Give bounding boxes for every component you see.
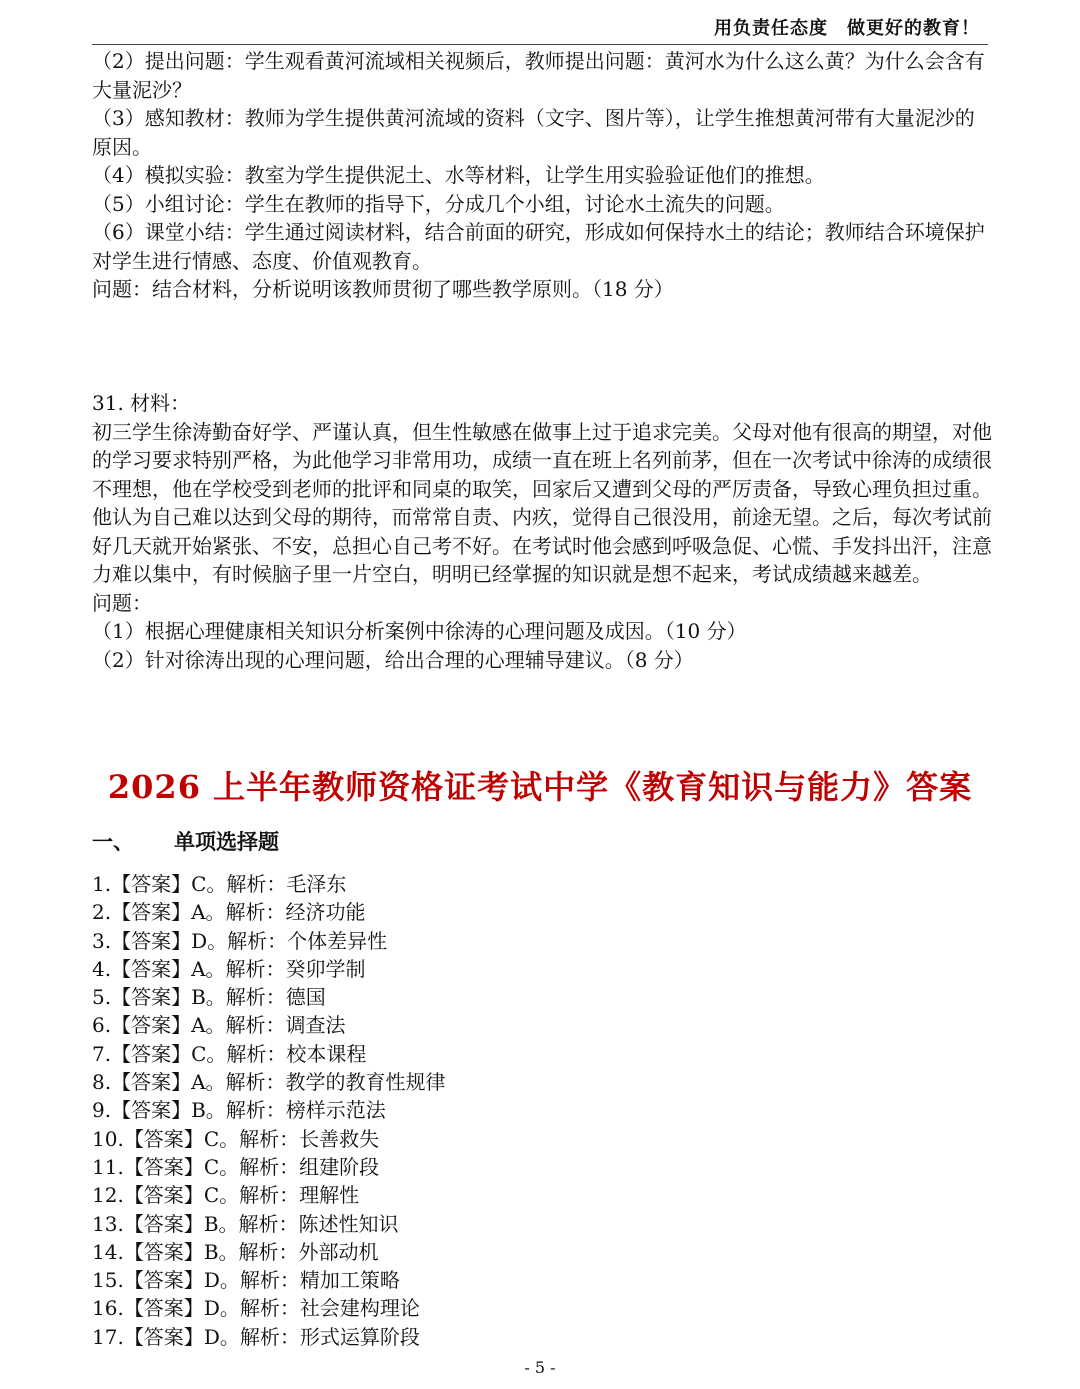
answer-item [92,1266,892,1294]
section-number: 一、 [92,829,134,854]
answer-tag: 【答案】 [123,1126,204,1151]
answer-choice: D。 [191,928,228,953]
answer-text: 外部动机 [298,1239,379,1264]
answer-item [92,1096,892,1124]
answer-tag: 【答案】 [123,1211,204,1236]
answer-text: 组建阶段 [299,1154,380,1179]
answer-text: 形式运算阶段 [299,1324,420,1349]
answer-tag: 【答案】 [123,1154,204,1179]
answer-tag: 【答案】 [111,1098,192,1123]
answer-item [92,1153,892,1181]
answer-label: 解析： [239,1126,300,1151]
answer-tag: 【答案】 [123,1239,204,1264]
answer-item [92,1210,892,1238]
answer-no: 8. [92,1070,112,1095]
q30-step-3: （3）感知教材：教师为学生提供黄河流域的资料（文字、图片等），让学生推想黄河带有大量泥沙的原因。 [92,106,975,159]
answer-choice: C。 [191,872,227,896]
answer-label: 解析： [225,1013,286,1038]
answer-text: 经济功能 [285,900,366,925]
answer-item [92,1181,892,1209]
q30-continued [92,47,992,304]
answer-text: 榜样示范法 [285,1098,386,1123]
answer-title: 2026 上半年教师资格证考试中学《教育知识与能力》答案 [107,768,973,806]
answer-text: 社会建构理论 [299,1296,420,1321]
header-slogan: 用负责任态度 做更好的教育！ [714,18,980,39]
answer-label: 解析： [239,1183,300,1208]
answer-text: 调查法 [285,1013,346,1038]
answer-no: 3. [92,928,112,953]
answer-item [92,955,892,983]
answer-no: 2. [92,900,112,925]
answer-text: 德国 [285,985,326,1010]
answer-no: 14. [92,1239,124,1264]
answer-choice: A。 [191,1013,226,1038]
answer-item [92,1068,892,1096]
section-heading [92,826,279,856]
answer-label: 解析： [226,1041,287,1066]
answer-no: 11. [92,1154,124,1179]
answer-label: 解析： [225,985,286,1010]
answer-item [92,1238,892,1266]
answer-tag: 【答案】 [111,928,192,953]
answer-no: 15. [92,1268,124,1293]
answer-no: 13. [92,1211,124,1236]
answer-item [92,870,892,898]
answer-tag: 【答案】 [111,872,192,896]
answer-text: 精加工策略 [299,1268,400,1293]
answer-no: 10. [92,1126,124,1151]
answer-item [92,1011,892,1039]
answer-tag: 【答案】 [111,956,192,981]
answer-no: 12. [92,1183,124,1208]
answer-tag: 【答案】 [123,1296,204,1321]
answer-label: 解析： [227,928,288,953]
answer-choice: A。 [191,900,226,925]
answer-tag: 【答案】 [111,985,192,1010]
answer-no: 9. [92,1098,112,1123]
answer-item [92,927,892,955]
answer-choice: B。 [203,1211,239,1236]
q30-step-5: （5）小组讨论：学生在教师的指导下，分成几个小组，讨论水土流失的问题。 [92,191,785,216]
answer-choice: D。 [203,1268,240,1293]
answer-choice: C。 [191,1041,227,1066]
answer-item [92,1125,892,1153]
header-divider [92,44,988,45]
q31-question-label: 问题： [92,590,152,615]
q31-subquestion-1: （1）根据心理健康相关知识分析案例中徐涛的心理问题及成因。（10 分） [92,619,747,643]
answer-label: 解析： [238,1239,299,1264]
answer-label: 解析： [239,1268,300,1293]
answer-tag: 【答案】 [111,1070,192,1095]
answer-no: 6. [92,1013,112,1038]
q31 [92,389,992,674]
answer-tag: 【答案】 [123,1268,204,1293]
answer-item [92,898,892,926]
answer-choice: D。 [203,1324,240,1349]
q30-step-4: （4）模拟实验：教室为学生提供泥土、水等材料，让学生用实验验证他们的推想。 [92,163,825,187]
answer-text: 毛泽东 [286,872,347,896]
answer-label: 解析： [239,1296,300,1321]
answer-text: 理解性 [299,1183,360,1208]
answer-choice: A。 [191,956,226,981]
answer-no: 4. [92,956,112,981]
answer-no: 17. [92,1324,124,1349]
answer-no: 1. [92,872,112,896]
answer-label: 解析： [225,900,286,925]
answer-item [92,1323,892,1351]
answer-label: 解析： [225,1070,286,1095]
answer-no: 16. [92,1296,124,1321]
answer-choice: B。 [191,1098,226,1123]
section-title: 单项选择题 [174,829,279,854]
answer-item [92,1040,892,1068]
answer-tag: 【答案】 [123,1183,204,1208]
answer-tag: 【答案】 [111,1013,192,1038]
q31-label: 31. 材料： [92,391,191,415]
answer-choice: A。 [191,1070,226,1095]
answer-tag: 【答案】 [123,1324,204,1349]
q30-step-6: （6）课堂小结：学生通过阅读材料，结合前面的研究，形成如何保持水土的结论；教师结合环境保护对学生进行情感、态度、价值观教育。 [92,220,985,273]
answer-text: 长善救失 [299,1126,380,1151]
answer-text: 教学的教育性规律 [285,1070,446,1095]
answer-tag: 【答案】 [111,900,192,925]
answer-list [92,870,892,1351]
answer-no: 5. [92,985,112,1010]
answer-label: 解析： [239,1324,300,1349]
answer-item [92,983,892,1011]
answer-label: 解析： [238,1211,299,1236]
answer-item [92,1294,892,1322]
answer-choice: C。 [203,1183,240,1208]
answer-tag: 【答案】 [111,1041,192,1066]
answer-label: 解析： [225,1098,286,1123]
answer-text: 校本课程 [286,1041,367,1066]
answer-no: 7. [92,1041,112,1066]
answer-choice: B。 [191,985,226,1010]
answer-label: 解析： [239,1154,300,1179]
q31-material: 初三学生徐涛勤奋好学、严谨认真，但生性敏感在做事上过于追求完美。父母对他有很高的期望，对他的学习要求特别严格，为此他学习非常用功，成绩一直在班上名列前茅，但在一次考试中徐涛的成绩很不理想，他在学校受到老师的批评和同桌的取笑，回家后又遭到父母的严厉责备，导致心理负担过重。他认为自己难以达到父母的期待，而常常自责、内疚，觉得自己很没用，前途无望。之后，每次考试前好几天就开始紧张、不安，总担心自己考不好。在考试时他会感到呼吸急促、心慌、手发抖出汗，注意力难以集中，有时候脑子里一片空白，明明已经掌握的知识就是想不起来，考试成绩越来越差。 [92,419,992,586]
q31-subquestion-2: （2）针对徐涛出现的心理问题，给出合理的心理辅导建议。（8 分） [92,647,694,672]
answer-choice: C。 [203,1126,240,1151]
answer-label: 解析： [226,872,287,896]
q30-step-2: （2）提出问题：学生观看黄河流域相关视频后，教师提出问题：黄河水为什么这么黄？为什么会含有大量泥沙？ [92,49,985,102]
answer-text: 陈述性知识 [298,1211,399,1236]
answer-text: 癸卯学制 [285,956,366,981]
q30-question: 问题：结合材料，分析说明该教师贯彻了哪些教学原则。（18 分） [92,277,674,301]
answer-label: 解析： [225,956,286,981]
answer-choice: C。 [203,1154,240,1179]
answer-choice: B。 [203,1239,239,1264]
answer-text: 个体差异性 [287,928,388,953]
answer-choice: D。 [203,1296,240,1321]
page-number: - 5 - [524,1358,556,1377]
